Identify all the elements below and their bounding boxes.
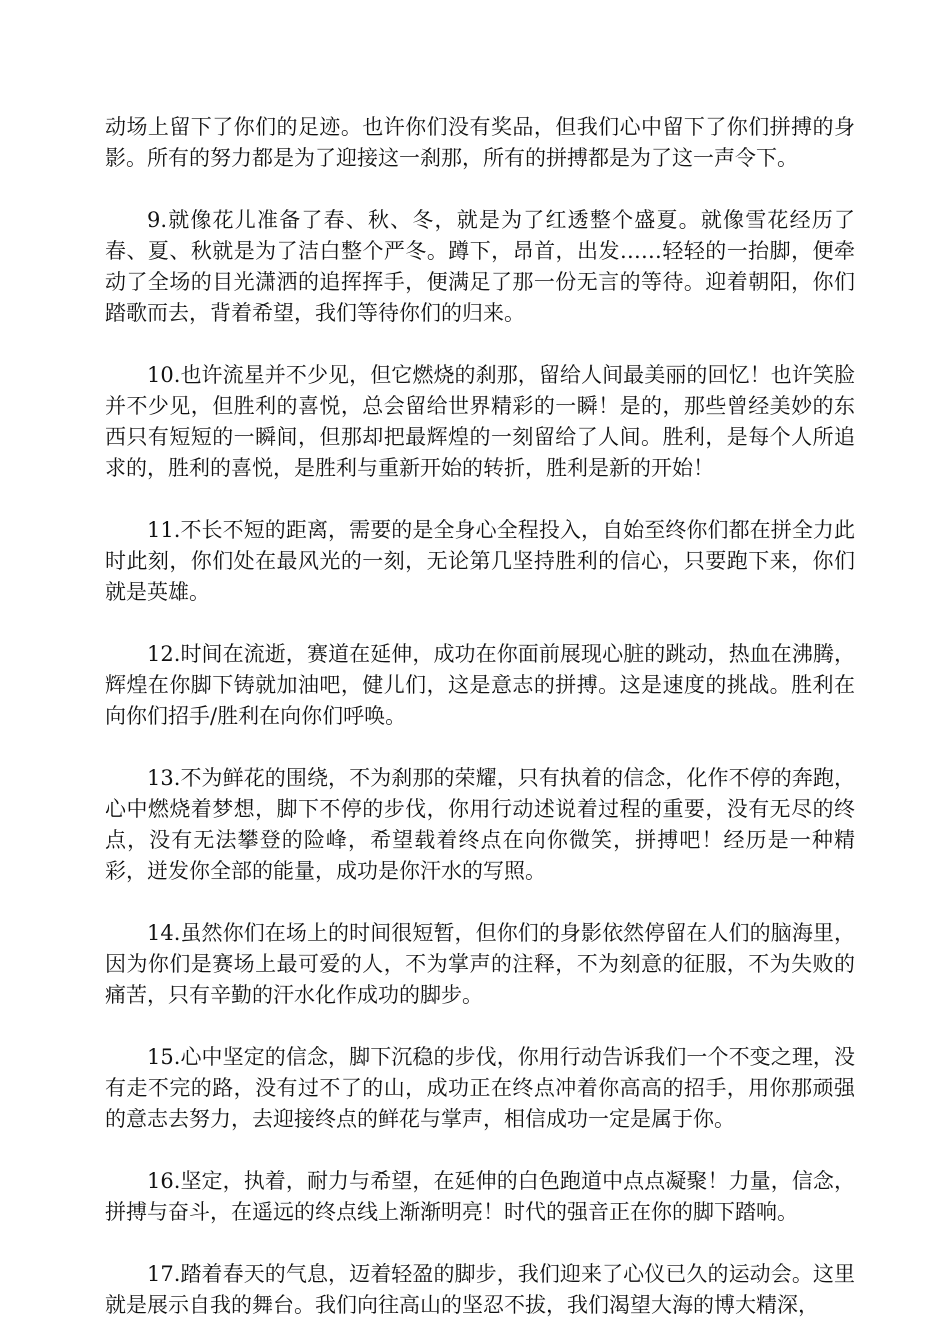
paragraph-16: 16.坚定，执着，耐力与希望，在延伸的白色跑道中点点凝聚！力量，信念，拼搏与奋斗，在遥远的终点线上渐渐明亮！时代的强音正在你的脚下踏响。: [105, 1169, 855, 1224]
paragraph-13: 13.不为鲜花的围绕，不为刹那的荣耀，只有执着的信念，化作不停的奔跑，心中燃烧着梦想，脚下不停的步伐，你用行动述说着过程的重要，没有无尽的终点，没有无法攀登的险峰，希望载着终点在向你微笑，拼搏吧！经历是一种精彩，迸发你全部的能量，成功是你汗水的写照。: [105, 766, 855, 883]
paragraph-17: 17.踏着春天的气息，迈着轻盈的脚步，我们迎来了心仪已久的运动会。这里就是展示自我的舞台。我们向往高山的坚忍不拔，我们渴望大海的博大精深，: [105, 1262, 855, 1317]
paragraph-9: 9.就像花儿准备了春、秋、冬，就是为了红透整个盛夏。就像雪花经历了春、夏、秋就是为了洁白整个严冬。蹲下，昂首，出发……轻轻的一抬脚，便牵动了全场的目光潇洒的追挥挥手，便满足了那一份无言的等待。迎着朝阳，你们踏歌而去，背着希望，我们等待你们的归来。: [105, 208, 855, 325]
document-body: [105, 112, 855, 1321]
paragraph-continuation: 动场上留下了你们的足迹。也许你们没有奖品，但我们心中留下了你们拼搏的身影。所有的努力都是为了迎接这一刹那，所有的拼搏都是为了这一声令下。: [105, 115, 855, 170]
paragraph-10: 10.也许流星并不少见，但它燃烧的刹那，留给人间最美丽的回忆！也许笑脸并不少见，但胜利的喜悦，总会留给世界精彩的一瞬！是的，那些曾经美妙的东西只有短短的一瞬间，但那却把最辉煌的一刻留给了人间。胜利，是每个人所追求的，胜利的喜悦，是胜利与重新开始的转折，胜利是新的开始！: [105, 363, 855, 480]
paragraph-14: 14.虽然你们在场上的时间很短暂，但你们的身影依然停留在人们的脑海里，因为你们是赛场上最可爱的人，不为掌声的注释，不为刻意的征服，不为失败的痛苦，只有辛勤的汗水化作成功的脚步。: [105, 921, 855, 1007]
paragraph-12: 12.时间在流逝，赛道在延伸，成功在你面前展现心脏的跳动，热血在沸腾，辉煌在你脚下铸就加油吧，健儿们，这是意志的拼搏。这是速度的挑战。胜利在向你们招手/胜利在向你们呼唤。: [105, 642, 855, 728]
paragraph-11: 11.不长不短的距离，需要的是全身心全程投入，自始至终你们都在拼全力此时此刻，你们处在最风光的一刻，无论第几坚持胜利的信心，只要跑下来，你们就是英雄。: [105, 518, 855, 604]
paragraph-15: 15.心中坚定的信念，脚下沉稳的步伐，你用行动告诉我们一个不变之理，没有走不完的路，没有过不了的山，成功正在终点冲着你高高的招手，用你那顽强的意志去努力，去迎接终点的鲜花与掌声，相信成功一定是属于你。: [105, 1045, 855, 1131]
